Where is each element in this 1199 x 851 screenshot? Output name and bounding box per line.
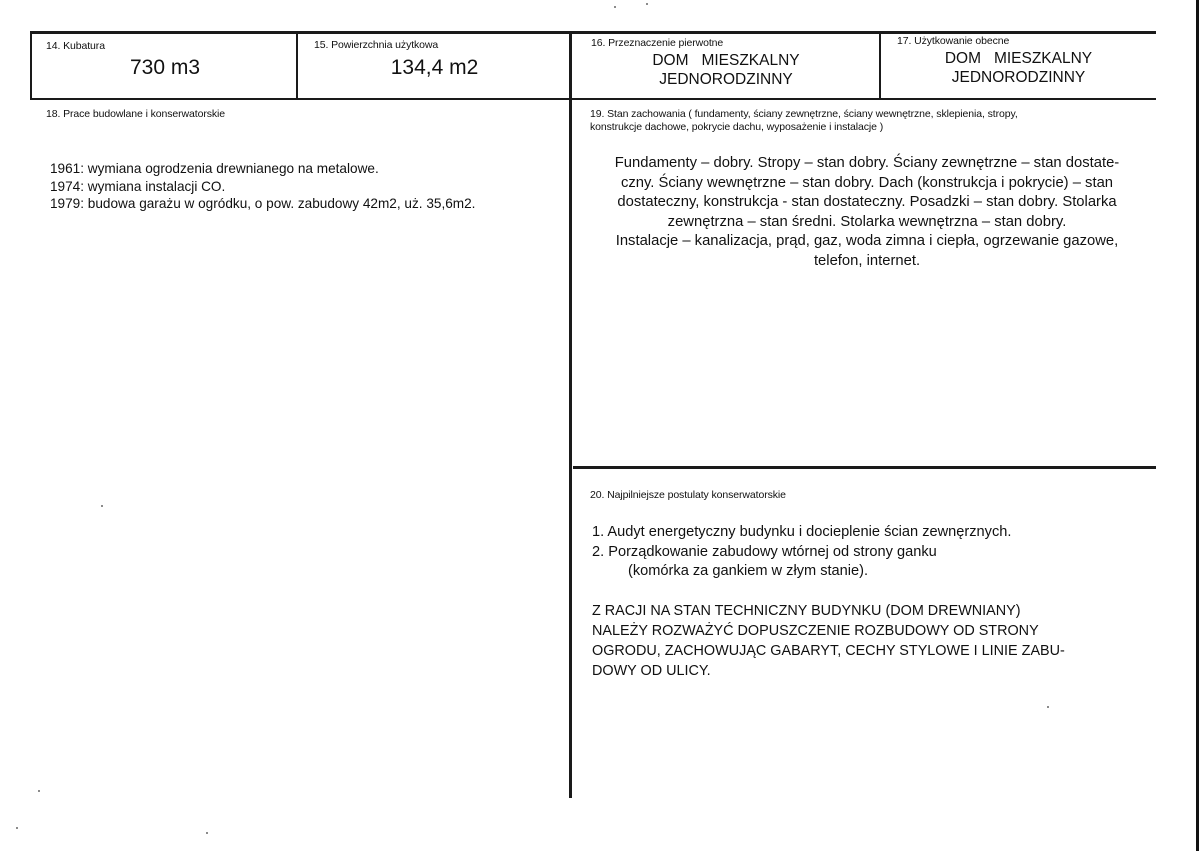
prace-label: 18. Prace budowlane i konserwatorskie	[46, 108, 225, 120]
kubatura-value: 730 m3	[129, 56, 201, 79]
stan-line: czny. Ściany wewnętrzne – stan dobry. Dach (konstrukcja i pokrycie) – stan	[620, 174, 1114, 191]
caps-line: NALEŻY ROZWAŻYĆ DOPUSZCZENIE ROZBUDOWY OD STRONY	[592, 623, 1039, 639]
powierzchnia-label: 15. Powierzchnia użytkowa	[314, 39, 439, 51]
stan-zachowania-label-line2: konstrukcje dachowe, pokrycie dachu, wyposażenie i instalacje )	[590, 121, 884, 133]
header-bottom-border	[30, 98, 1156, 100]
postulaty-caps-text	[592, 601, 1065, 681]
stan-line: Instalacje – kanalizacja, prąd, gaz, woda zimna i ciepła, ogrzewanie gazowe,	[615, 233, 1119, 249]
prace-entry: 1974: wymiana instalacji CO.	[50, 178, 226, 194]
stan-zachowania-label-line1: 19. Stan zachowania ( fundamenty, ściany zewnętrzne, ściany wewnętrzne, sklepienia, stropy,	[590, 108, 1018, 120]
postulat-item: (komórka za gankiem w złym stanie).	[628, 563, 869, 579]
postulaty-label: 20. Najpilniejsze postulaty konserwatorskie	[590, 489, 786, 501]
top-border	[30, 31, 1156, 34]
prace-entry: 1979: budowa garażu w ogródku, o pow. zabudowy 42m2, uż. 35,6m2.	[50, 196, 476, 211]
caps-line: Z RACJI NA STAN TECHNICZNY BUDYNKU (DOM DREWNIANY)	[592, 603, 1021, 619]
scan-speck	[614, 6, 616, 8]
postulaty-items	[592, 523, 1011, 582]
divider-14-15	[296, 31, 298, 100]
divider-19-20	[573, 466, 1156, 469]
prace-entries	[50, 160, 475, 213]
uzytkowanie-value-line1: DOM MIESZKALNY	[944, 50, 1093, 67]
main-vertical-divider	[569, 31, 572, 798]
stan-line: telefon, internet.	[813, 252, 921, 269]
scan-speck	[206, 832, 208, 834]
scan-speck	[16, 827, 18, 829]
prace-entry: 1961: wymiana ogrodzenia drewnianego na metalowe.	[50, 161, 379, 176]
scan-speck	[101, 505, 103, 507]
stan-line: dostateczny, konstrukcja - stan dostateczny. Posadzki – stan dobry. Stolarka	[617, 194, 1117, 210]
stan-line: Fundamenty – dobry. Stropy – stan dobry. Ściany zewnętrzne – stan dostate-	[614, 155, 1120, 171]
przeznaczenie-value-line2: JEDNORODZINNY	[659, 71, 793, 88]
przeznaczenie-value-line1: DOM MIESZKALNY	[652, 52, 800, 69]
scan-speck	[38, 790, 40, 792]
stan-zachowania-text	[586, 154, 1148, 271]
powierzchnia-value: 134,4 m2	[390, 56, 479, 79]
postulat-item: 2. Porządkowanie zabudowy wtórnej od strony ganku	[592, 543, 937, 560]
scan-speck	[646, 3, 648, 5]
przeznaczenie-label: 16. Przeznaczenie pierwotne	[591, 37, 724, 49]
uzytkowanie-value-line2: JEDNORODZINNY	[951, 69, 1086, 86]
caps-line: DOWY OD ULICY.	[592, 663, 711, 679]
uzytkowanie-label: 17. Użytkowanie obecne	[897, 35, 1010, 47]
caps-line: OGRODU, ZACHOWUJĄC GABARYT, CECHY STYLOWE I LINIE ZABU-	[592, 643, 1065, 659]
postulat-item: 1. Audyt energetyczny budynku i docieplenie ścian zewnęrznych.	[592, 524, 1012, 540]
stan-line: zewnętrzna – stan średni. Stolarka wewnętrzna – stan dobry.	[667, 213, 1067, 230]
left-border	[30, 31, 32, 100]
scan-speck	[1047, 706, 1049, 708]
kubatura-label: 14. Kubatura	[46, 40, 105, 52]
